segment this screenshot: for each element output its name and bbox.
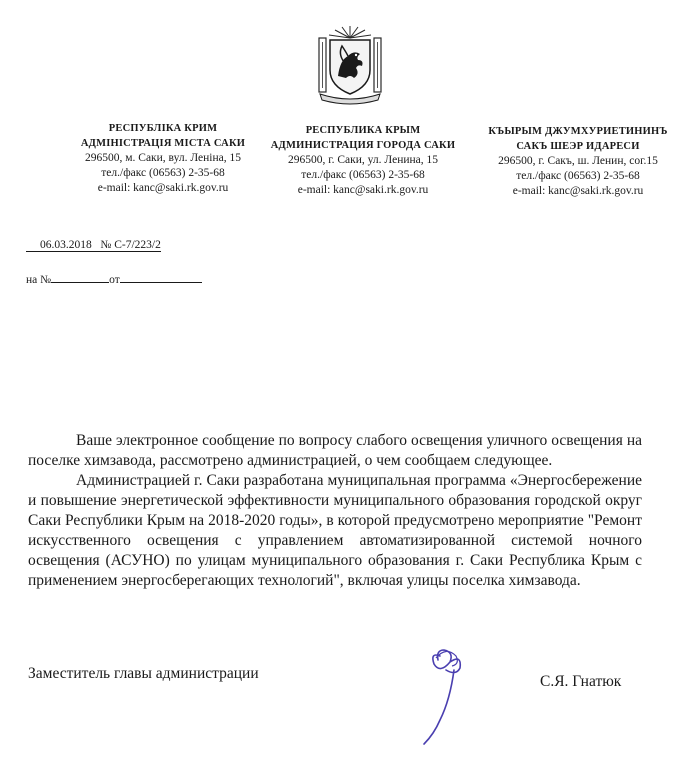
body-paragraph-1: Ваше электронное сообщение по вопросу слабого освещения уличного освещения на поселке химзавода, рассмотрено администрацией, о чем сообщаем следующее. bbox=[28, 432, 642, 469]
header-ru-phone: тел./факс (06563) 2-35-68 bbox=[301, 169, 425, 181]
reference-from-label: от bbox=[109, 274, 120, 286]
letter-body bbox=[28, 431, 642, 591]
header-crh-email: e-mail: kanc@saki.rk.gov.ru bbox=[512, 185, 644, 197]
header-ua-title-2: АДМІНІСТРАЦІЯ МІСТА САКИ bbox=[80, 138, 246, 149]
header-ua-phone: тел./факс (06563) 2-35-68 bbox=[101, 167, 225, 179]
registration-number: С-7/223/2 bbox=[114, 239, 161, 251]
signer-name: С.Я. Гнатюк bbox=[540, 673, 622, 690]
body-paragraph-2: Администрацией г. Саки разработана муниципальная программа «Энергосбережение и повышение энергетической эффективности муниципального образования городской округ Саки Республики Крым на 2018-2020 годы», в которой предусмотрено мероприятие "Ремонт искусственного освещения с управлением автоматизированной системой ночного освещения (АСУНО) по улицам муниципального образования г. Саки Республика Крым с применением энергосберегающих технологий", включая улицы поселка химзавода. bbox=[28, 472, 642, 589]
header-crh-title-1: КЪЫРЫМ ДЖУМХУРИЕТИНИНЪ bbox=[488, 126, 668, 137]
header-ru-address: 296500, г. Саки, ул. Ленина, 15 bbox=[287, 154, 439, 166]
coat-of-arms-icon bbox=[316, 24, 384, 106]
header-russian bbox=[258, 123, 468, 198]
reference-label: на № bbox=[26, 274, 52, 286]
handwritten-signature bbox=[410, 640, 490, 748]
header-ukrainian bbox=[58, 121, 268, 196]
header-crh-title-2: САКЪ ШЕЭР ИДАРЕСИ bbox=[516, 141, 640, 152]
registration-number-label: № bbox=[100, 239, 112, 251]
header-ru-email: e-mail: kanc@saki.rk.gov.ru bbox=[297, 184, 429, 196]
header-ru-title-2: АДМИНИСТРАЦИЯ ГОРОДА САКИ bbox=[270, 140, 456, 151]
registration-date: 06.03.2018 bbox=[26, 239, 92, 252]
reference-line bbox=[26, 272, 202, 286]
header-ua-address: 296500, м. Саки, вул. Леніна, 15 bbox=[85, 152, 241, 164]
header-ua-email: e-mail: kanc@saki.rk.gov.ru bbox=[97, 182, 229, 194]
signer-position: Заместитель главы администрации bbox=[28, 665, 259, 682]
header-crh-phone: тел./факс (06563) 2-35-68 bbox=[516, 170, 640, 182]
header-crimean-tatar bbox=[478, 124, 678, 199]
header-crh-address: 296500, г. Сакъ, ш. Ленин, сог.15 bbox=[498, 155, 658, 167]
header-ru-title-1: РЕСПУБЛИКА КРЫМ bbox=[305, 125, 421, 136]
header-ua-title-1: РЕСПУБЛІКА КРИМ bbox=[108, 123, 218, 134]
registration-line bbox=[26, 239, 161, 252]
